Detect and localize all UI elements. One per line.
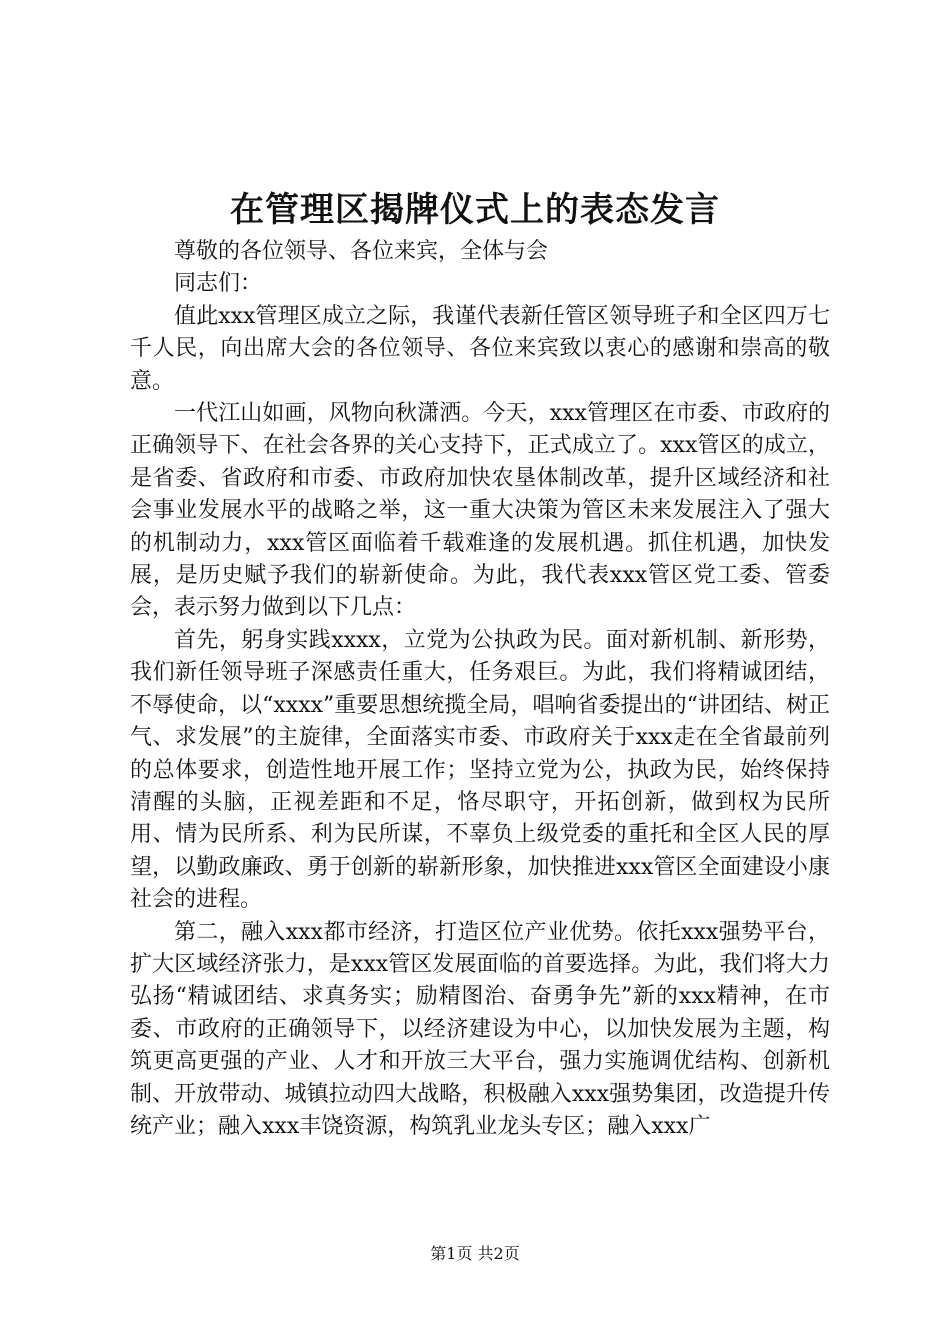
salutation-line-1: 尊敬的各位领导、各位来宾，全体与会 xyxy=(174,239,549,264)
document-body xyxy=(130,236,830,1143)
page-footer: 第1页 共2页 xyxy=(430,1244,520,1263)
paragraph-background: 一代江山如画，风物向秋潇洒。今天，xxx管理区在市委、市政府的正确领导下、在社会各界的关心支持下，正式成立了。xxx管区的成立，是省委、省政府和市委、市政府加快农垦体制改革，提升区域经济和社会事业发展水平的战略之举，这一重大决策为管区未来发展注入了强大的机制动力，xxx管区面临着千载难逢的发展机遇。抓住机遇，加快发展，是历史赋予我们的崭新使命。为此，我代表xxx管区党工委、管委会，表示努力做到以下几点： xyxy=(130,401,830,621)
paragraph-opening: 值此xxx管理区成立之际，我谨代表新任管区领导班子和全区四万七千人民，向出席大会的各位领导、各位来宾致以衷心的感谢和崇高的敬意。 xyxy=(130,303,830,394)
document-title: 在管理区揭牌仪式上的表态发言 xyxy=(230,190,720,230)
paragraph-first-point: 首先，躬身实践xxxx，立党为公执政为民。面对新机制、新形势，我们新任领导班子深感责任重大，任务艰巨。为此，我们将精诚团结，不辱使命，以“xxxx”重要思想统揽全局，唱响省委提出的“讲团结、树正气、求发展”的主旋律，全面落实市委、市政府关于xxx走在全省最前列的总体要求，创造性地开展工作；坚持立党为公，执政为民，始终保持清醒的头脑，正视差距和不足，恪尽职守，开拓创新，做到权为民所用、情为民所系、利为民所谋，不辜负上级党委的重托和全区人民的厚望，以勤政廉政、勇于创新的崭新形象，加快推进xxx管区全面建设小康社会的进程。 xyxy=(130,627,830,913)
paragraph-second-point: 第二，融入xxx都市经济，打造区位产业优势。依托xxx强势平台，扩大区域经济张力，是xxx管区发展面临的首要选择。为此，我们将大力弘扬“精诚团结、求真务实；励精图治、奋勇争先”新的xxx精神，在市委、市政府的正确领导下，以经济建设为中心，以加快发展为主题，构筑更高更强的产业、人才和开放三大平台，强力实施调优结构、创新机制、开放带动、城镇拉动四大战略，积极融入xxx强势集团，改造提升传统产业；融入xxx丰饶资源，构筑乳业龙头专区；融入xxx广 xyxy=(130,919,830,1139)
salutation-line-2: 同志们： xyxy=(174,271,263,297)
